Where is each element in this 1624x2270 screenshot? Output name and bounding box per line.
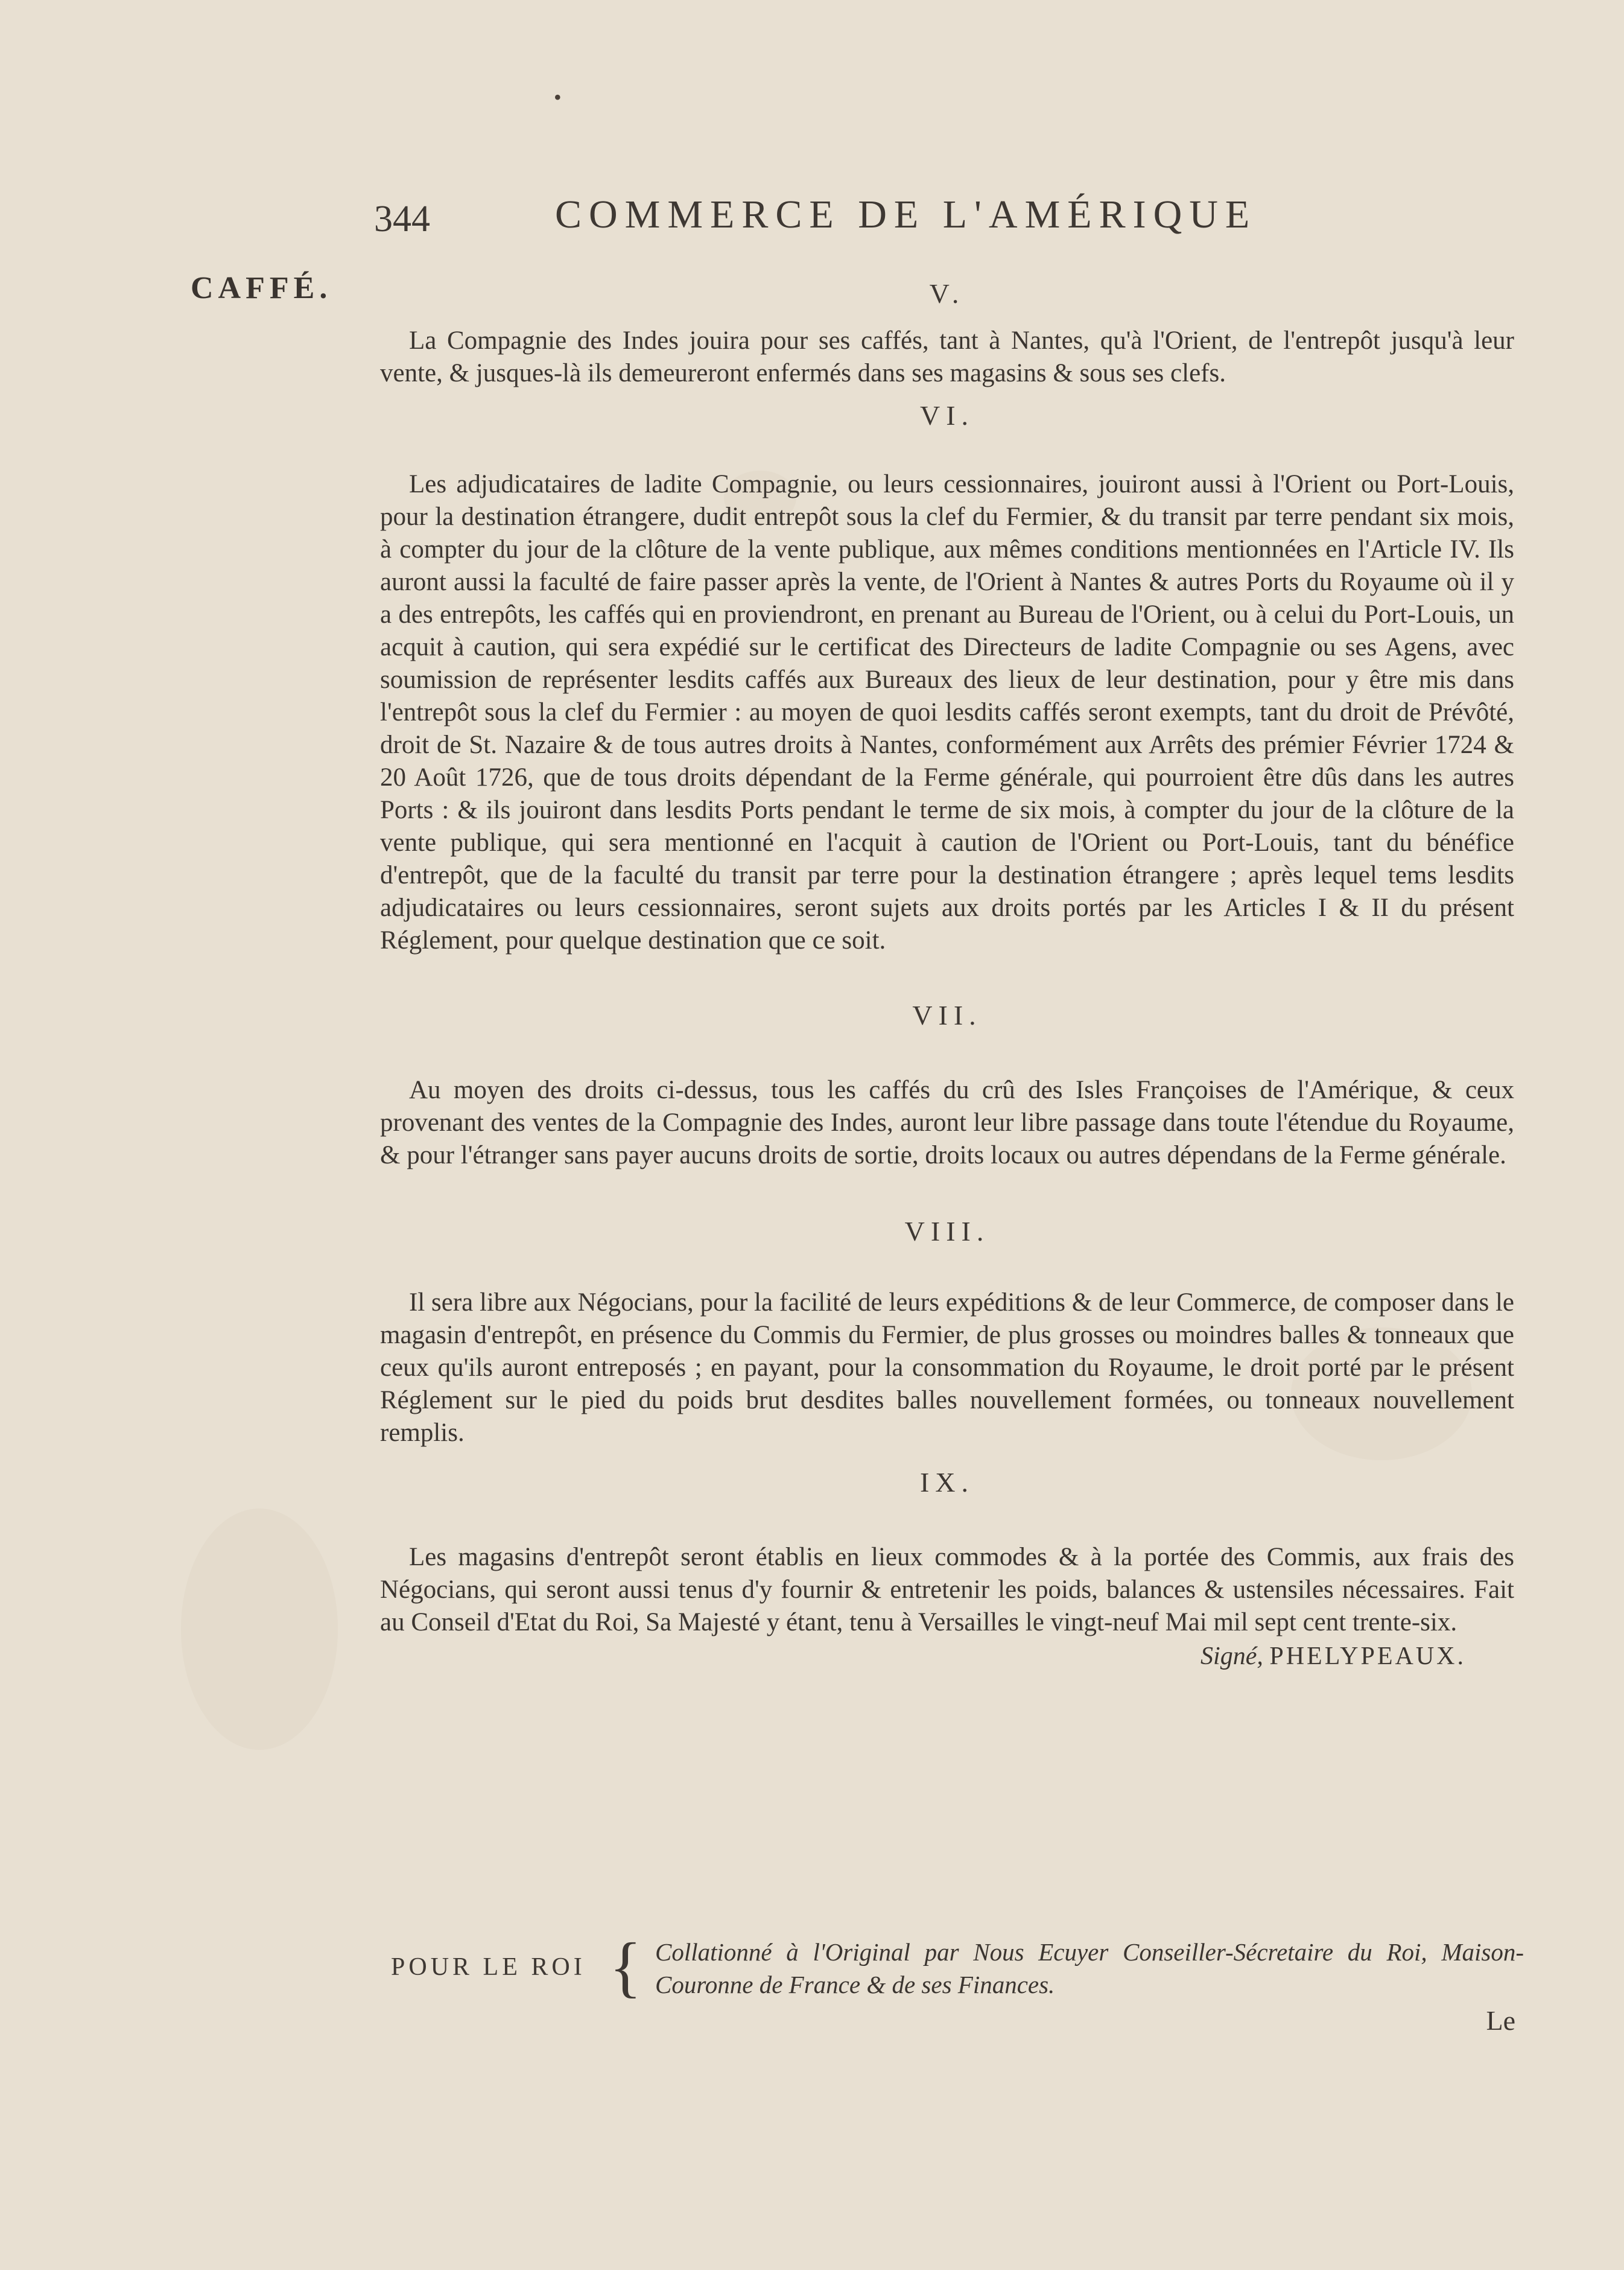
article-heading: VI.	[919, 400, 975, 431]
paper-stain	[181, 1509, 338, 1750]
attestation-block	[391, 1930, 1524, 2006]
article-text: Les magasins d'entrepôt seront établis en lieux commodes & à la portée des Commis, aux frais des Négocians, qui seront aussi tenus d'y fournir & entretenir les poids, balances & ustensiles nécessaires. Fait au Conseil d'Etat du Roi, Sa Majesté y étant, tenu à Versailles le vingt-neuf Mai mil sept cent trente-six.	[380, 1543, 1514, 1636]
page-number: 344	[374, 199, 430, 240]
article-heading: VII.	[912, 1000, 982, 1031]
page-header	[374, 192, 1339, 246]
attestation-text: Collationné à l'Original par Nous Ecuyer Conseiller-Sécretaire du Roi, Maison-Couronne de France & de ses Finances.	[655, 1938, 1524, 1998]
signature-name: PHELYPEAUX.	[1269, 1642, 1466, 1670]
article-text: Au moyen des droits ci-dessus, tous les caffés du crû des Isles Françoises de l'Amérique, & ceux provenant des ventes de la Compagnie des Indes, auront leur libre passage dans toute l'étendue du Royaume, & pour l'étranger sans payer aucuns droits de sortie, droits locaux ou autres dépendans de la Ferme générale.	[380, 1076, 1514, 1169]
running-title: COMMERCE DE L'AMÉRIQUE	[555, 192, 1257, 237]
ink-mark: •	[554, 85, 562, 109]
article-heading: V.	[929, 278, 965, 309]
article-text: Les adjudicataires de ladite Compagnie, ou leurs cessionnaires, jouiront aussi à l'Orient ou Port-Louis, pour la destination étrangere, dudit entrepôt sous la clef du Fermier, & du transit par terre pendant six mois, à compter du jour de la clôture de la vente publique, aux mêmes conditions mentionnées en l'Article IV. Ils auront aussi la faculté de faire passer après la vente, de l'Orient à Nantes & autres Ports du Royaume où il y a des entrepôts, les caffés qui en proviendront, en prenant au Bureau de l'Orient, ou à celui du Port-Louis, un acquit à caution, qui sera expédié sur le certificat des Directeurs de ladite Compagnie ou ses Agens, avec soumission de représenter lesdits caffés aux Bureaux des lieux de leur destination, pour y être mis dans l'entrepôt sous la clef du Fermier : au moyen de quoi lesdits caffés seront exempts, tant du droit de Prévôté, droit de St. Nazaire & de tous autres droits à Nantes, conformément aux Arrêts des prémier Février 1724 & 20 Août 1726, que de tous droits dépendant de la Ferme générale, qui pourroient être dûs dans les autres Ports : & ils jouiront dans lesdits Ports pendant le terme de six mois, à compter du jour de la clôture de la vente publique, qui sera mentionné en l'acquit à caution de l'Orient ou Port-Louis, tant du bénéfice d'entrepôt, que de la faculté du transit par terre pour la destination étrangere ; après lequel tems lesdits adjudicataires ou leurs cessionnaires, seront sujets aux droits portés par les Articles I & II du présent Réglement, pour quelque destination que ce soit.	[380, 470, 1514, 955]
signature-line	[380, 1640, 1514, 1673]
margin-note: CAFFÉ.	[191, 271, 332, 305]
curly-brace-icon: {	[609, 1930, 642, 2005]
article-text: Il sera libre aux Négocians, pour la facilité de leurs expéditions & de leur Commerce, de composer dans le magasin d'entrepôt, en présence du Commis du Fermier, de plus grosses ou moindres balles & tonneaux que ceux qu'ils auront entreposés ; en payant, pour la consommation du Royaume, le droit porté par le présent Réglement sur le pied du poids brut desdites balles nouvellement formées, ou tonneaux nouvellement remplis.	[380, 1288, 1514, 1447]
page-body	[380, 265, 1514, 1673]
article-text: La Compagnie des Indes jouira pour ses caffés, tant à Nantes, qu'à l'Orient, de l'entrepôt jusqu'à leur vente, & jusques-là ils demeureront enfermés dans ses magasins & sous ses clefs.	[380, 326, 1514, 387]
signature-label: Signé,	[1201, 1642, 1263, 1670]
catchword: Le	[1486, 2005, 1515, 2036]
article-heading: IX.	[919, 1467, 975, 1498]
article-heading: VIII.	[904, 1216, 990, 1247]
attestation-left-label: POUR LE ROI	[391, 1953, 586, 1981]
